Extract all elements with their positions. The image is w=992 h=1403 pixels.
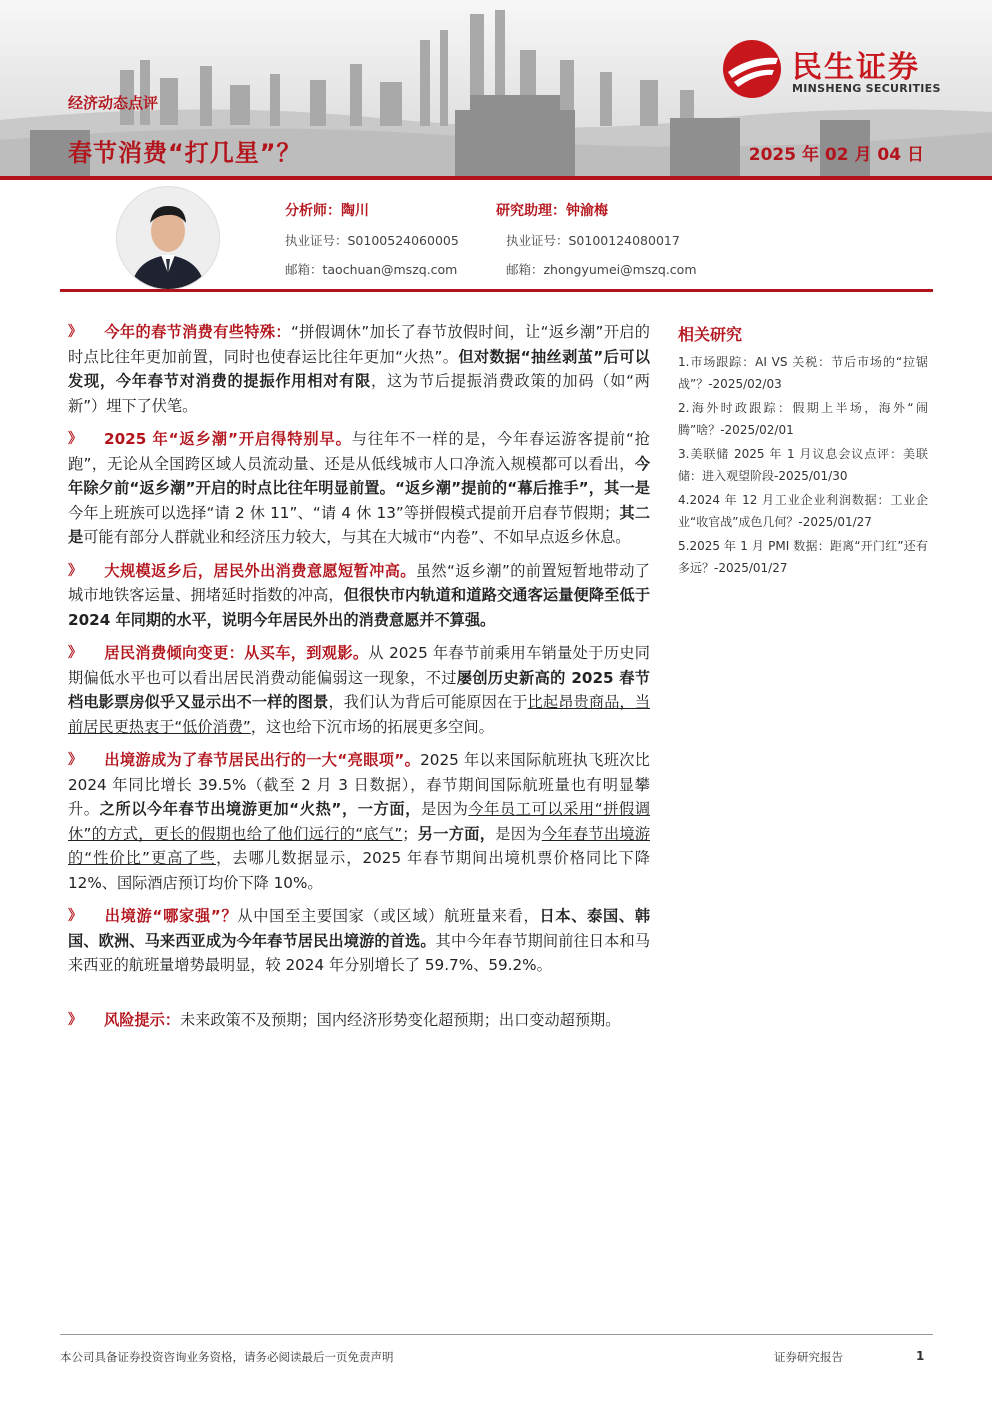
summary-paragraph: 》 居民消费倾向变更：从买车，到观影。从 2025 年春节前乘用车销量处于历史同期偏低水平也可以看出居民消费动能偏弱这一现象，不过屡创历史新高的 2025 春节档电影票房似乎又显示出不一样的图景，我们认为背后可能原因在于比起昂贵商品，当前居民更热衷于“低价消费”，这也给下沉市场的拓展更多空间。 — [68, 641, 650, 739]
summary-paragraph: 》 2025 年“返乡潮”开启得特别早。与往年不一样的是，今年春运游客提前“抢跑”，无论从全国跨区域人员流动量、还是从低线城市人口净流入规模都可以看出，今年除夕前“返乡潮”开启的时点比往年明显前置。“返乡潮”提前的“幕后推手”，其一是今年上班族可以选择“请 2 休 11”、“请 4 休 13”等拼假模式提前开启春节假期；其二是可能有部分人群就业和经济压力较大，与其在大城市“内卷”、不如早点返乡休息。 — [68, 427, 650, 550]
analyst-license: 执业证号：S0100524060005 — [285, 233, 459, 248]
analyst-email[interactable]: 邮箱：zhongyumei@mszq.com — [506, 262, 697, 277]
double-chevron-right-icon: 》 — [68, 1011, 82, 1028]
summary-paragraph: 》 大规模返乡后，居民外出消费意愿短暂冲高。虽然“返乡潮”的前置短暂地带动了城市地铁客运量、拥堵延时指数的冲高，但很快市内轨道和道路交通客运量便降至低于 2024 年同期的水平，说明今年居民外出的消费意愿并不算强。 — [68, 559, 650, 633]
summary-paragraph: 》 出境游成为了春节居民出行的一大“亮眼项”。2025 年以来国际航班执飞班次比 2024 年同比增长 39.5%（截至 2 月 3 日数据），春节期间国际航班量也有明显攀升。之所以今年春节出境游更加“火热”，一方面，是因为今年员工可以采用“拼假调休”的方式，更长的假期也给了他们远行的“底气”；另一方面，是因为今年春节出境游的“性价比”更高了些，去哪儿数据显示，2025 年春节期间出境机票价格同比下降 12%、国际酒店预订均价下降 10%。 — [68, 748, 650, 895]
double-chevron-right-icon: 》 — [68, 752, 82, 768]
report-category: 经济动态点评 — [68, 94, 159, 112]
report-date: 2025 年 02 月 04 日 — [748, 145, 924, 165]
analyst-1 — [285, 200, 459, 278]
double-chevron-right-icon: 》 — [68, 645, 82, 661]
company-logo — [720, 38, 970, 102]
page-number: 1 — [916, 1349, 925, 1363]
analyst-name: 研究助理：钟渝梅 — [496, 203, 608, 219]
related-research-item[interactable]: 2.海外时政跟踪：假期上半场，海外“闹腾”啥？-2025/02/01 — [678, 401, 928, 437]
double-chevron-right-icon: 》 — [68, 324, 82, 340]
analyst-2 — [496, 200, 697, 278]
related-research-item[interactable]: 5.2025 年 1 月 PMI 数据：距离“开门红”还有多远？-2025/01/27 — [678, 539, 928, 575]
report-title: 春节消费“打几星”？ — [68, 139, 302, 167]
related-research-item[interactable]: 1.市场跟踪：AI VS 关税：节后市场的“拉锯战”？-2025/02/03 — [678, 355, 928, 391]
logo-text-en: MINSHENG SECURITIES — [792, 82, 941, 95]
double-chevron-right-icon: 》 — [68, 562, 82, 579]
footer-report-type: 证券研究报告 — [774, 1350, 843, 1364]
analyst-name: 分析师：陶川 — [285, 203, 369, 219]
sidebar-title: 相关研究 — [678, 325, 743, 344]
logo-emblem-icon — [720, 38, 786, 100]
footer-divider — [60, 1334, 933, 1335]
risk-warning: 》 风险提示：未来政策不及预期；国内经济形势变化超预期；出口变动超预期。 — [68, 1008, 650, 1033]
summary-paragraph: 》 今年的春节消费有些特殊：“拼假调休”加长了春节放假时间，让“返乡潮”开启的时点比往年更加前置，同时也使春运比往年更加“火热”。但对数据“抽丝剥茧”后可以发现，今年春节对消费的提振作用相对有限，这为节后提振消费政策的加码（如“两新”）埋下了伏笔。 — [68, 320, 650, 418]
double-chevron-right-icon: 》 — [68, 431, 82, 447]
report-body — [68, 320, 650, 1041]
analyst-photo — [117, 187, 219, 289]
related-research-item[interactable]: 3.美联储 2025 年 1 月议息会议点评：美联储：进入观望阶段-2025/01/30 — [678, 447, 928, 483]
footer-disclaimer: 本公司具备证券投资咨询业务资格，请务必阅读最后一页免责声明 — [60, 1350, 394, 1364]
logo-text-cn: 民生证券 — [792, 50, 920, 85]
section-divider — [60, 289, 933, 292]
related-research-item[interactable]: 4.2024 年 12 月工业企业利润数据：工业企业“收官战”成色几何？-2025/01/27 — [678, 493, 928, 529]
double-chevron-right-icon: 》 — [68, 908, 82, 924]
analyst-avatar — [116, 186, 220, 290]
analyst-email[interactable]: 邮箱：taochuan@mszq.com — [285, 262, 458, 277]
analyst-license: 执业证号：S0100124080017 — [506, 233, 680, 248]
related-research-sidebar — [678, 322, 928, 581]
summary-paragraph: 》 出境游“哪家强”？从中国至主要国家（或区域）航班量来看，日本、泰国、韩国、欧洲、马来西亚成为今年春节居民出境游的首选。其中今年春节期间前往日本和马来西亚的航班量增势最明显，较 2024 年分别增长了 59.7%、59.2%。 — [68, 904, 650, 978]
